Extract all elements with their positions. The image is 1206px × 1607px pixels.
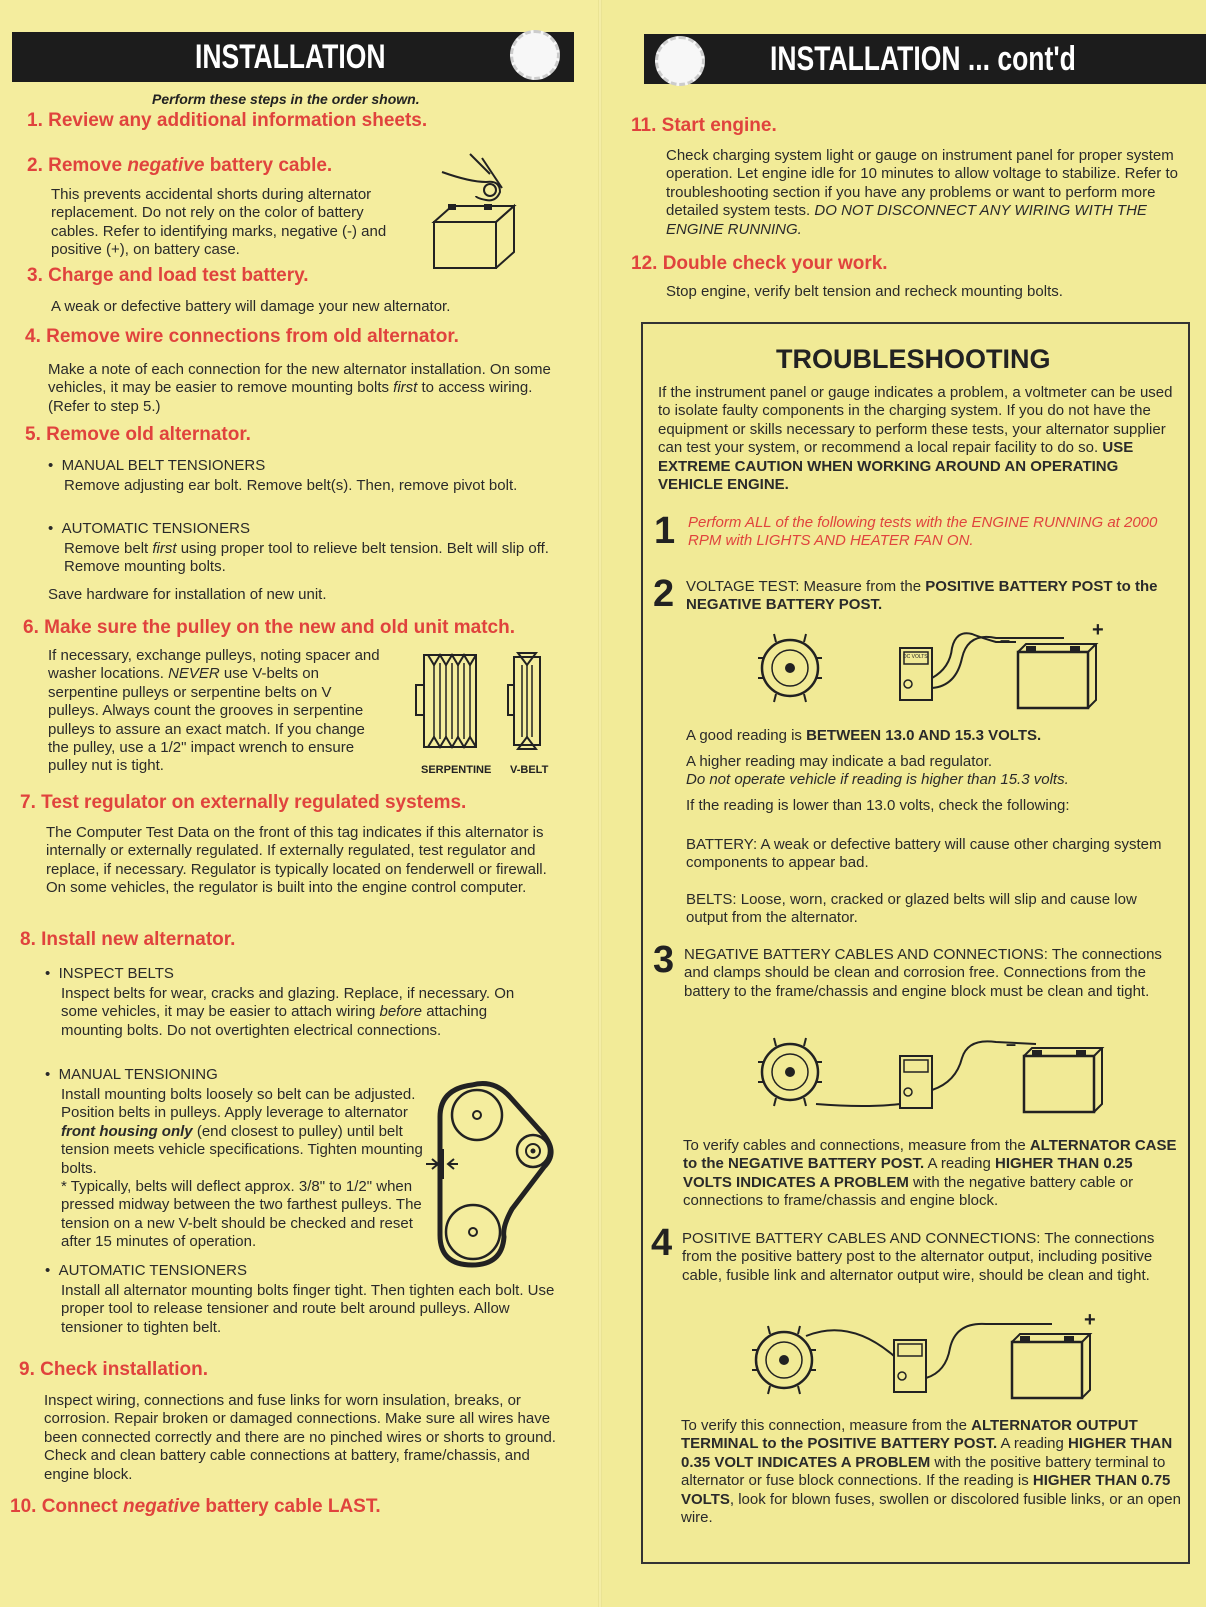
step-5-bullet-1: • MANUAL BELT TENSIONERS (48, 457, 266, 474)
belts-check: BELTS: Loose, worn, cracked or glazed belts will slip and cause low output from the alternator. (686, 891, 1137, 927)
v-belt-pulley-icon (506, 651, 544, 751)
battery-icon (1018, 644, 1096, 708)
step-9-title: 9. Check installation. (19, 1359, 208, 1380)
test-3-verify: To verify cables and connections, measure from the ALTERNATOR CASE to the NEGATIVE BATTERY POST. A reading HIGHER THAN 0.25 VOLTS INDICATES A PROBLEM with the negative battery cable or connections to frame/chassis and engine block. (683, 1137, 1177, 1210)
v-belt-caption: V-BELT (510, 764, 549, 776)
serpentine-pulley-icon (414, 651, 486, 751)
test-4-verify: To verify this connection, measure from the ALTERNATOR OUTPUT TERMINAL to the POSITIVE BATTERY POST. A reading HIGHER THAN 0.35 VOLT INDICATES A PROBLEM with the positive battery terminal to alternator or fuse block connections. If the reading is HIGHER THAN 0.75 VOLTS, look for blown fuses, swollen or discolored fusible links, or an open wire. (681, 1417, 1181, 1527)
alternator-icon (758, 1038, 822, 1106)
test-1-text: Perform ALL of the following tests with the ENGINE RUNNING at 2000 RPM with LIGHTS AND HEATER FAN ON. (688, 514, 1158, 550)
svg-text:–: – (1000, 630, 1011, 650)
step-12-title: 12. Double check your work. (631, 253, 888, 274)
step-4-title: 4. Remove wire connections from old alternator. (25, 326, 459, 347)
battery-icon (1024, 1048, 1102, 1112)
punch-hole-icon (655, 36, 705, 86)
troubleshooting-title: TROUBLESHOOTING (776, 344, 1051, 374)
step-10-title: 10. Connect negative battery cable LAST. (10, 1496, 381, 1517)
step-8-note: * Typically, belts will deflect approx. 3/8" to 1/2" when pressed midway between the two farthest pulleys. The tension on a new V-belt should be checked and reset after 15 minutes of operation. (61, 1178, 422, 1251)
good-reading: A good reading is BETWEEN 13.0 AND 15.3 VOLTS. (686, 727, 1042, 744)
step-12-body: Stop engine, verify belt tension and recheck mounting bolts. (666, 283, 1063, 300)
step-8-bullet-3-body: Install all alternator mounting bolts finger tight. Then tighten each bolt. Use proper tool to release tensioner and route belt around pulleys. Allow tensioner to tighten belt. (61, 1282, 555, 1336)
test-number-1: 1 (654, 510, 676, 552)
serpentine-caption: SERPENTINE (421, 764, 492, 776)
step-8-bullet-1: • INSPECT BELTS (45, 965, 174, 982)
step-2-body: This prevents accidental shorts during alternator replacement. Do not rely on the color of battery cables. Refer to identifying marks, negative (-) and positive (+), on battery case. (51, 186, 387, 259)
step-9-body: Inspect wiring, connections and fuse links for worn insulation, breaks, or corrosion. Repair broken or damaged connections. Make sure all wires have been connected correctly and there are no pinched wires or shorts to ground. Check and clean battery cable connections at battery, frame/chassis, and engine block. (44, 1392, 556, 1483)
step-5-bullet-2: • AUTOMATIC TENSIONERS (48, 520, 250, 537)
step-8-bullet-1-body: Inspect belts for wear, cracks and glazing. Replace, if necessary. On some vehicles, it may be easier to attach wiring before attaching mounting bolts. Do not overtighten electrical connections. (61, 985, 515, 1039)
lower-reading: If the reading is lower than 13.0 volts, check the following: (686, 797, 1070, 814)
step-3-title: 3. Charge and load test battery. (27, 265, 309, 286)
step-6-title: 6. Make sure the pulley on the new and old unit match. (23, 617, 515, 638)
step-11-body: Check charging system light or gauge on instrument panel for proper system operation. Let engine idle for 10 minutes to allow voltage to stabilize. Refer to troubleshooting section if you have any problems or want to perform more detailed system tests. DO NOT DISCONNECT ANY WIRING WITH THE ENGINE RUNNING. (666, 147, 1178, 238)
fold-line (598, 0, 602, 1607)
installation-contd-header (644, 34, 1206, 84)
step-8-title: 8. Install new alternator. (20, 929, 236, 950)
battery-icon (1012, 1334, 1090, 1398)
header-title-contd: INSTALLATION ... cont'd (770, 40, 1076, 78)
battery-hand-icon (430, 152, 520, 278)
test-2-text: VOLTAGE TEST: Measure from the POSITIVE BATTERY POST to the NEGATIVE BATTERY POST. (686, 578, 1158, 614)
test-number-2: 2 (653, 573, 675, 615)
battery-check: BATTERY: A weak or defective battery will cause other charging system components to appear bad. (686, 836, 1162, 872)
test-3-text: NEGATIVE BATTERY CABLES AND CONNECTIONS: The connections and clamps should be clean and corrosion free. Connections from the battery to the frame/chassis and engine block must be clean and tight. (684, 946, 1162, 1000)
step-5-save: Save hardware for installation of new unit. (48, 586, 327, 603)
higher-reading: A higher reading may indicate a bad regulator. (686, 753, 993, 770)
installation-header (12, 32, 574, 82)
punch-hole-icon (510, 30, 560, 80)
step-4-body: Make a note of each connection for the new alternator installation. On some vehicles, it may be easier to remove mounting bolts first to access wiring. (Refer to step 5.) (48, 361, 551, 415)
voltmeter-icon (894, 1340, 926, 1392)
test-number-3: 3 (653, 939, 675, 981)
svg-text:–: – (1006, 1034, 1017, 1054)
step-7-body: The Computer Test Data on the front of this tag indicates if this alternator is internally or externally regulated. If externally regulated, test regulator and replace, if necessary. Regulator is typically located on fenderwell or firewall. On some vehicles, the regulator is built into the engine control computer. (46, 824, 547, 897)
step-2-title: 2. Remove negative battery cable. (27, 155, 333, 176)
voltmeter-icon (900, 1056, 932, 1108)
test-4-text: POSITIVE BATTERY CABLES AND CONNECTIONS: The connections from the positive battery post to the alternator output, including positive cable, fusible link and alternator output wire, should be clean and tight. (682, 1230, 1155, 1284)
header-title: INSTALLATION (195, 38, 386, 76)
troubleshooting-intro: If the instrument panel or gauge indicates a problem, a voltmeter can be used to isolate faulty components in the charging system. If you do not have the equipment or skills necessary to perform these tests, your alternator supplier can test your system, or recommend a local repair facility to do so. USE EXTREME CAUTION WHEN WORKING AROUND AN OPERATING VEHICLE ENGINE. (658, 384, 1173, 494)
alternator-icon (758, 634, 822, 702)
step-1-title: 1. Review any additional information sheets. (27, 110, 428, 131)
step-8-bullet-3: • AUTOMATIC TENSIONERS (45, 1262, 247, 1279)
step-5-title: 5. Remove old alternator. (25, 424, 251, 445)
step-11-title: 11. Start engine. (631, 115, 777, 136)
step-7-title: 7. Test regulator on externally regulated systems. (20, 792, 467, 813)
svg-text:+: + (1084, 1309, 1096, 1331)
voltmeter-label: DC VOLTS (903, 654, 928, 660)
step-5-bullet-2-body: Remove belt first using proper tool to relieve belt tension. Belt will slip off. Remove mounting bolts. (64, 540, 549, 576)
step-6-body: If necessary, exchange pulleys, noting spacer and washer locations. NEVER use V-belts on serpentine pulleys or serpentine belts on V pulleys. Always count the grooves in serpentine pulleys to assure an exact match. If you change the pulley, use a 1/2" impact wrench to ensure pulley nut is tight. (48, 647, 380, 775)
step-3-body: A weak or defective battery will damage your new alternator. (51, 298, 451, 315)
voltage-test-diagram (756, 619, 1106, 718)
negative-cable-test-diagram (756, 1032, 1106, 1122)
higher-reading-warning: Do not operate vehicle if reading is higher than 15.3 volts. (686, 771, 1069, 788)
step-8-bullet-2: • MANUAL TENSIONING (45, 1066, 218, 1083)
intro-text: Perform these steps in the order shown. (152, 91, 420, 107)
svg-text:+: + (1092, 619, 1104, 641)
step-8-bullet-2-body: Install mounting bolts loosely so belt can be adjusted. Position belts in pulleys. Apply leverage to alternator front housing only (end closest to pulley) until belt tension meets vehicle specifications. Tighten mounting bolts. (61, 1086, 423, 1177)
belt-tension-diagram (432, 1077, 562, 1267)
positive-cable-test-diagram (750, 1309, 1100, 1406)
step-5-bullet-1-body: Remove adjusting ear bolt. Remove belt(s). Then, remove pivot bolt. (64, 477, 518, 494)
test-number-4: 4 (651, 1222, 673, 1264)
